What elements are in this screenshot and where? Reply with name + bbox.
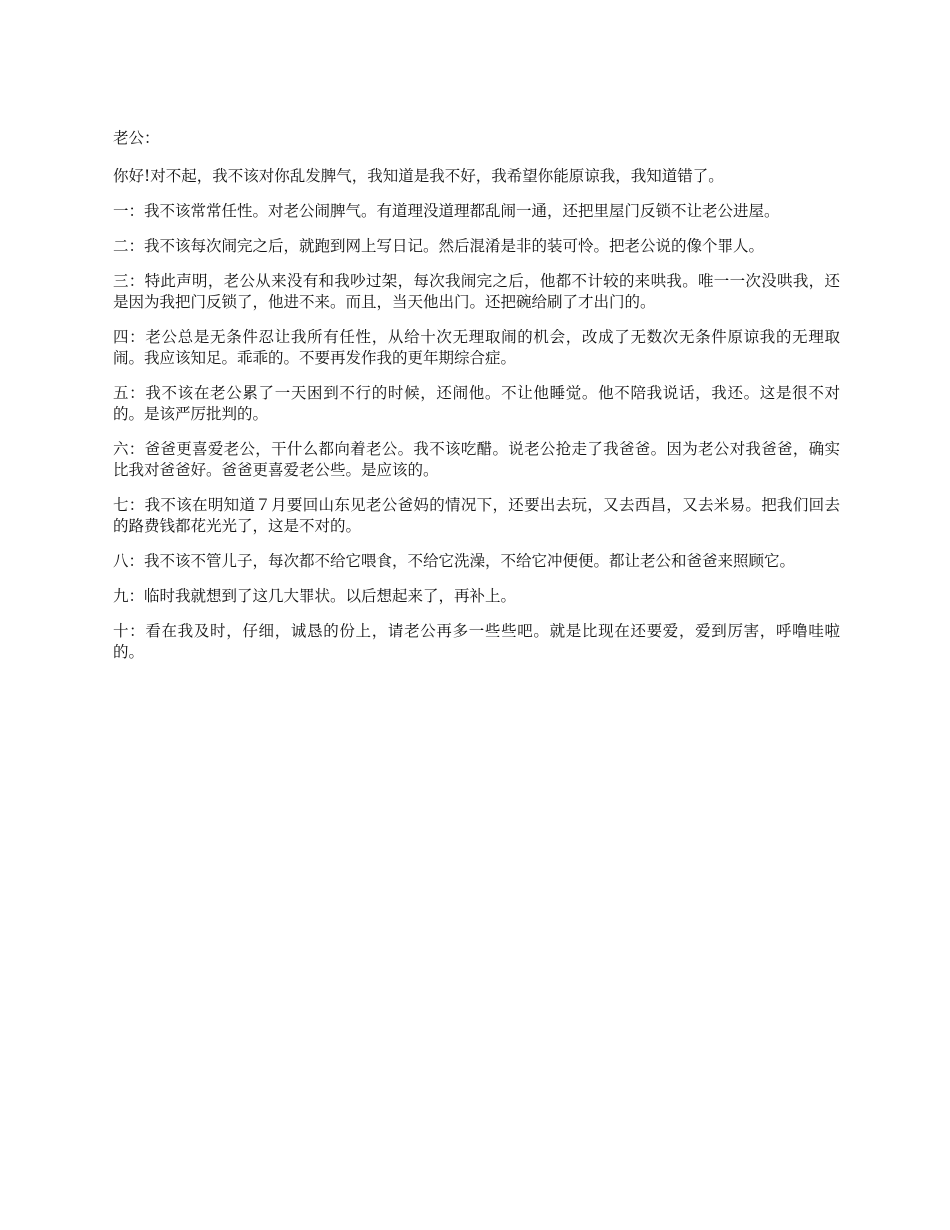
item-paragraph-6: 六：爸爸更喜爱老公，干什么都向着老公。我不该吃醋。说老公抢走了我爸爸。因为老公对我爸爸，确实比我对爸爸好。爸爸更喜爱老公些。是应该的。: [113, 440, 840, 479]
document-body: [113, 128, 840, 677]
item-paragraph-4: 四：老公总是无条件忍让我所有任性，从给十次无理取闹的机会，改成了无数次无条件原谅我的无理取闹。我应该知足。乖乖的。不要再发作我的更年期综合症。: [113, 328, 840, 367]
salutation: 老公：: [113, 129, 160, 147]
item-paragraph-3: 三：特此声明，老公从来没有和我吵过架，每次我闹完之后，他都不计较的来哄我。唯一一次没哄我，还是因为我把门反锁了，他进不来。而且，当天他出门。还把碗给刷了才出门的。: [113, 272, 840, 311]
opening-paragraph: 你好!对不起，我不该对你乱发脾气，我知道是我不好，我希望你能原谅我，我知道错了。: [113, 167, 724, 185]
item-paragraph-7: 七：我不该在明知道７月要回山东见老公爸妈的情况下，还要出去玩，又去西昌，又去米易。把我们回去的路费钱都花光光了，这是不对的。: [113, 496, 840, 535]
item-paragraph-8: 八：我不该不管儿子，每次都不给它喂食，不给它洗澡，不给它冲便便。都让老公和爸爸来照顾它。: [113, 552, 796, 570]
item-paragraph-9: 九：临时我就想到了这几大罪状。以后想起来了，再补上。: [113, 587, 517, 605]
item-paragraph-2: 二：我不该每次闹完之后，就跑到网上写日记。然后混淆是非的装可怜。把老公说的像个罪人。: [113, 237, 765, 255]
item-paragraph-5: 五：我不该在老公累了一天困到不行的时候，还闹他。不让他睡觉。他不陪我说话，我还。这是很不对的。是该严厉批判的。: [113, 384, 840, 423]
item-paragraph-1: 一：我不该常常任性。对老公闹脾气。有道理没道理都乱闹一通，还把里屋门反锁不让老公进屋。: [113, 202, 780, 220]
item-paragraph-10: 十：看在我及时，仔细，诚恳的份上，请老公再多一些些吧。就是比现在还要爱，爱到厉害，呼噜哇啦的。: [113, 622, 840, 661]
